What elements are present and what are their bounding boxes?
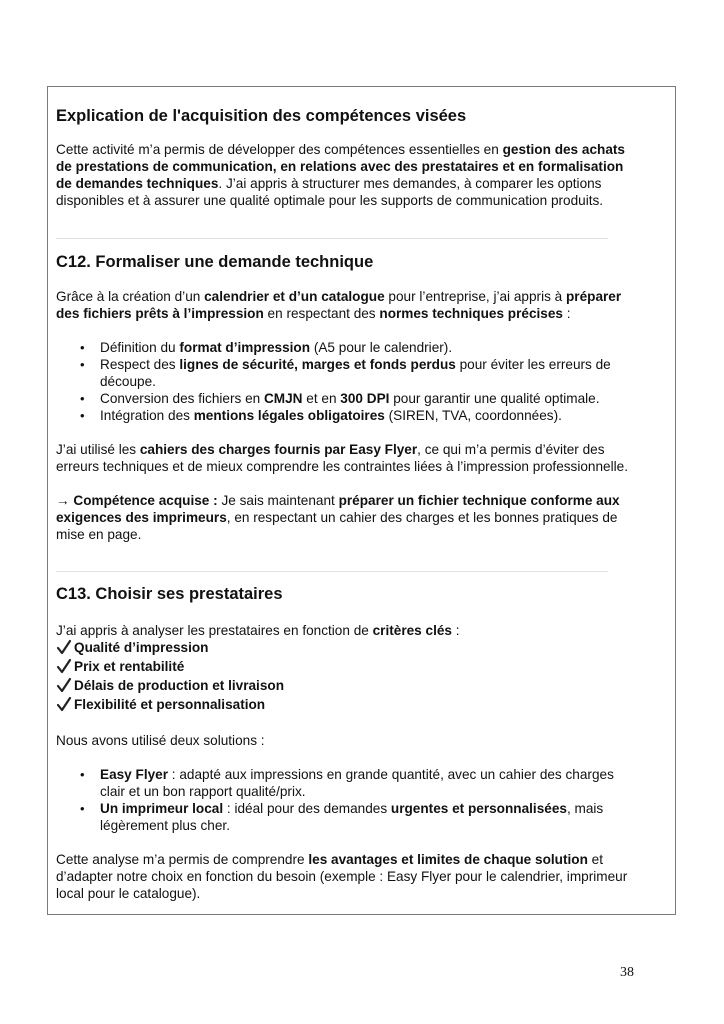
criteria-item: Flexibilité et personnalisation (74, 697, 266, 712)
c12-skill-line: exigences des imprimeurs, en respectant un cahier des charges et les bonnes pratiques de (56, 510, 618, 525)
c13-conclusion-line: local pour le catalogue). (56, 886, 201, 901)
c13-heading: C13. Choisir ses prestataires (56, 585, 283, 603)
section-divider (56, 238, 608, 239)
intro-heading: Explication de l'acquisition des compétences visées (56, 107, 467, 125)
c12-heading: C12. Formaliser une demande technique (56, 253, 374, 271)
intro-line: de demandes techniques. J’ai appris à structurer mes demandes, à comparer les options (56, 176, 602, 191)
section-divider (56, 571, 608, 572)
c13-intro: J’ai appris à analyser les prestataires en fonction de critères clés : (56, 623, 460, 638)
bullet-icon: • (80, 357, 85, 372)
checkmark-icon (56, 658, 72, 675)
c12-list-item: Conversion des fichiers en CMJN et en 300 DPI pour garantir une qualité optimale. (100, 391, 600, 406)
intro-line: Cette activité m’a permis de développer des compétences essentielles en gestion des achats (56, 142, 625, 157)
c12-paragraph-line: J’ai utilisé les cahiers des charges fournis par Easy Flyer, ce qui m’a permis d’éviter des (56, 442, 605, 457)
checkmark-icon (56, 677, 72, 694)
checkmark-icon (56, 639, 72, 656)
intro-line: de prestations de communication, en relations avec des prestataires et en formalisation (56, 159, 624, 174)
criteria-item: Qualité d’impression (74, 640, 209, 655)
c12-paragraph-line: Grâce à la création d’un calendrier et d’un catalogue pour l’entreprise, j’ai appris à préparer (56, 289, 622, 304)
c13-conclusion-line: d’adapter notre choix en fonction du besoin (exemple : Easy Flyer pour le calendrier, imprimeur (56, 869, 628, 884)
checkmark-icon (56, 696, 72, 713)
solution-item: Easy Flyer : adapté aux impressions en grande quantité, avec un cahier des charges (100, 767, 614, 782)
criteria-item: Prix et rentabilité (74, 659, 185, 674)
bullet-icon: • (80, 391, 85, 406)
c12-skill-line: → Compétence acquise : Je sais maintenant préparer un fichier technique conforme aux (56, 493, 620, 508)
bullet-icon: • (80, 340, 85, 355)
solution-item-cont: clair et un bon rapport qualité/prix. (100, 784, 306, 799)
solutions-intro: Nous avons utilisé deux solutions : (56, 733, 265, 748)
solution-item: Un imprimeur local : idéal pour des demandes urgentes et personnalisées, mais (100, 801, 604, 816)
bullet-icon: • (80, 408, 85, 423)
c12-list-item: Définition du format d’impression (A5 pour le calendrier). (100, 340, 453, 355)
criteria-item: Délais de production et livraison (74, 678, 284, 693)
c12-paragraph-line: des fichiers prêts à l’impression en respectant des normes techniques précises : (56, 306, 571, 321)
c12-list-item: Respect des lignes de sécurité, marges et fonds perdus pour éviter les erreurs de (100, 357, 611, 372)
c13-conclusion-line: Cette analyse m’a permis de comprendre les avantages et limites de chaque solution et (56, 852, 603, 867)
content-frame (47, 86, 676, 915)
c12-list-item: Intégration des mentions légales obligatoires (SIREN, TVA, coordonnées). (100, 408, 562, 423)
c12-skill-line: mise en page. (56, 527, 142, 542)
solution-item-cont: légèrement plus cher. (100, 818, 230, 833)
bullet-icon: • (80, 767, 85, 782)
c12-list-item-cont: découpe. (100, 374, 156, 389)
c12-paragraph-line: erreurs techniques et de mieux comprendre les contraintes liées à l’impression professionnelle. (56, 459, 628, 474)
page-number: 38 (620, 965, 634, 980)
bullet-icon: • (80, 801, 85, 816)
intro-line: disponibles et à assurer une qualité optimale pour les supports de communication produits. (56, 193, 604, 208)
